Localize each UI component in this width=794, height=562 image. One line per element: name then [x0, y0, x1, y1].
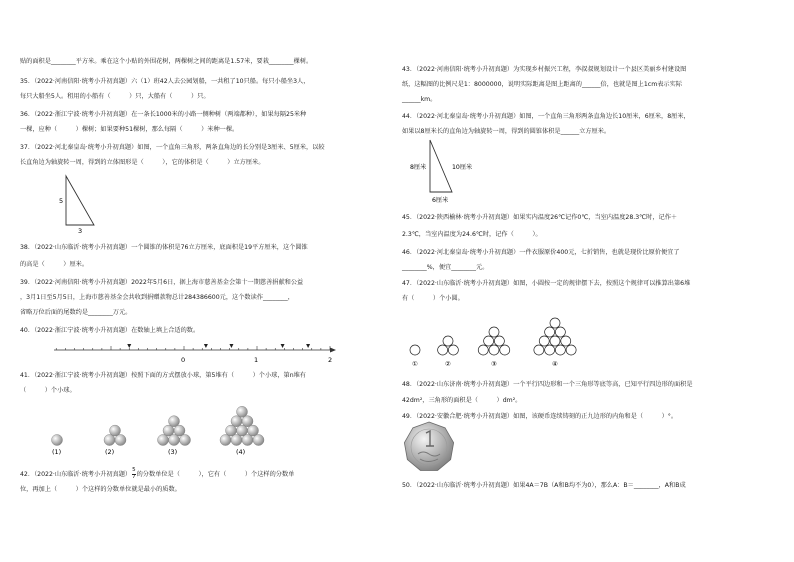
- small-circle: [555, 345, 565, 355]
- ball-piles: [52, 406, 265, 445]
- ball: [226, 425, 237, 436]
- q40-line: 40．（2022·浙江宁波·统考小升初真题）在数轴上填上合适的数。: [20, 327, 200, 334]
- ball-piles-figure: [40, 400, 280, 460]
- number-line-ticks: [56, 344, 330, 350]
- q49-line1: 49．（2022·安徽合肥·统考小升初真题）如图，该硬币连续铸刻的正九边形的内角和是（ ）°。: [402, 413, 678, 420]
- number-line-figure: [48, 338, 348, 368]
- number-line-marker: [127, 344, 131, 348]
- triangle-side-3: 3: [78, 227, 83, 235]
- tick-label-2: 2: [328, 356, 333, 364]
- small-circle: [489, 345, 499, 355]
- q39-line3: 省略万位后面的尾数约是________万元。: [20, 309, 132, 316]
- ball: [169, 416, 180, 427]
- ball: [158, 435, 169, 446]
- q39-line2: ，3月1日至5月5日，上海市慈善基金会共收到捐赠款物总计284386600元，这个数读作________，: [20, 294, 294, 301]
- q35-line1: 35．（2022·河南信阳·统考小升初真题）六（1）班42人去公园划船，一共租了10只船。每只小船坐3人，: [20, 78, 310, 85]
- q47-line2: 有（ ）个小圆。: [402, 295, 464, 302]
- q45-line2: 2.3℃，当室内温度为24.6℃时，记作（ ）。: [402, 231, 542, 238]
- ball: [242, 435, 253, 446]
- pile-label-1: (1): [52, 448, 62, 456]
- q46-line2: ________%，便宜________元。: [402, 264, 489, 271]
- small-circle: [448, 345, 458, 355]
- small-circle: [484, 336, 494, 346]
- number-line-arrow: [330, 348, 336, 353]
- q46-line1: 46．（2022·河北秦皇岛·统考小升初真题）一件衣服原价400元，七折销售，也就是现价比原价便宜了: [402, 249, 680, 256]
- ball: [253, 435, 264, 446]
- right-triangle-2: [430, 140, 452, 192]
- small-circle: [539, 336, 549, 346]
- ball: [52, 435, 63, 446]
- fraction-numerator: 5: [132, 467, 136, 473]
- circle-pile-label-4: ④: [552, 360, 558, 368]
- q44-triangle-figure: [408, 136, 488, 208]
- circle-pile-label-1: ①: [412, 360, 418, 368]
- ball: [242, 416, 253, 427]
- circle-piles: [410, 318, 576, 355]
- q44-line1: 44．（2022·河北秦皇岛·统考小升初真题）如图，一个直角三角形两条直角边长10厘米，6厘米，8厘米，: [402, 113, 690, 120]
- q37-line2: 长直角边为轴旋转一周，得到的立体图形是（ ），它的体积是（ ）立方厘米。: [20, 159, 265, 166]
- number-line-marker: [229, 344, 233, 348]
- q42-prefix: 42．（2022·山东临沂·统考小升初真题）: [20, 471, 132, 478]
- ball: [174, 425, 185, 436]
- small-circle: [561, 336, 571, 346]
- circle-pile-label-2: ②: [445, 360, 451, 368]
- pile-label-2: (2): [105, 448, 115, 456]
- q42-line1: [20, 468, 294, 480]
- ball: [237, 406, 248, 417]
- q38-line1: 38．（2022·山东临沂·统考小升初真题）一个圆锥的体积是76立方厘米，底面积是19平方厘米，这个圆锥: [20, 244, 308, 251]
- small-circle: [545, 327, 555, 337]
- q35-line2: 每只大船坐5人。租用的小船有（ ）只，大船有（ ）只。: [20, 93, 210, 100]
- ball: [231, 416, 242, 427]
- q41-line1: 41．（2022·浙江宁波·统考小升初真题）按照下面的方式摆放小球，第5堆有（ ）个小球，第n堆有: [20, 372, 306, 379]
- q47-line1: 47．（2022·山东临沂·统考小升初真题）如图，小圆按一定的规律摆下去，按照这个规律可以推算出第6堆: [402, 280, 691, 287]
- small-circle: [478, 345, 488, 355]
- small-circle: [550, 318, 560, 328]
- q41-line2: （ ）个小球。: [20, 387, 76, 394]
- q34-tail: 贴的面积是________平方米。乘在这个小贴的外围花树，两棵树之间的距离是1.57米，要栽________棵树。: [20, 58, 313, 65]
- small-circle: [410, 345, 420, 355]
- circle-pile-label-3: ③: [491, 360, 497, 368]
- ball: [104, 435, 115, 446]
- ball: [110, 425, 121, 436]
- tick-label-0: 0: [181, 356, 186, 364]
- small-circle: [555, 327, 565, 337]
- ball: [248, 425, 259, 436]
- pile-label-3: (3): [168, 448, 178, 456]
- small-circle: [550, 336, 560, 346]
- q45-line1: 45．（2022·陕西榆林·统考小升初真题）如果实内温度26℃记作0℃，当室内温度28.3℃时，记作＋: [402, 214, 678, 221]
- q43-line3: ______km。: [402, 96, 437, 103]
- q36-line2: 一棵，应种（ ）棵树；如果要种51棵树，那么每隔（ ）米种一棵。: [20, 126, 239, 133]
- ball: [163, 425, 174, 436]
- triangle-label-8cm: 8厘米: [410, 164, 427, 171]
- q43-line1: 43．（2022·河南信阳·统考小升初真题）为实现乡村振兴工程，李叔叔规划设计一个县区美丽乡村建设图: [402, 66, 687, 73]
- q36-line1: 36．（2022·浙江宁波·统考小升初真题）在一条长1000米的小路一侧种树（两端都种），如果每隔25米种: [20, 111, 307, 118]
- q42-line2: 位，再加上（ ）个这样的分数单位就是最小的质数。: [20, 486, 181, 493]
- q48-line2: 42dm²，三角形的面积是（ ）dm²。: [402, 397, 522, 404]
- ball: [231, 435, 242, 446]
- number-line-marker: [204, 344, 208, 348]
- q44-line2: 如果以8厘米长的直角边为轴旋转一周，得到的圆锥体积是______立方厘米。: [402, 128, 611, 135]
- pile-label-4: (4): [236, 448, 246, 456]
- ball: [180, 435, 191, 446]
- small-circle: [438, 345, 448, 355]
- small-circle: [534, 345, 544, 355]
- q38-line2: 的高是（ ）厘米。: [20, 261, 89, 268]
- q50-line1: 50．（2022·山东临沂·统考小升初真题）如果4A＝7B（A和B均不为0），那么A：B＝________，A和B成: [402, 482, 686, 489]
- triangle-side-5: 5: [59, 197, 64, 205]
- circle-piles-figure: [406, 304, 586, 370]
- q43-line2: 纸，这幅图的比例尺是1：8000000，说明实际距离是图上距离的______倍，也就是图上1cm表示实际: [402, 81, 682, 88]
- q39-line1: 39．（2022·河南信阳·统考小升初真题）2022年5月6日，据上海市慈善基金会第十一期慈善捐献和公益: [20, 279, 304, 286]
- tick-label-1: 1: [254, 356, 259, 364]
- small-circle: [489, 327, 499, 337]
- q42-suffix: 的分数单位是（ ），它有（ ）个这样的分数单: [136, 471, 295, 478]
- ball: [115, 435, 126, 446]
- q48-line1: 48．（2022·山东济南·统考小升初真题）一个平行四边形和一个三角形等底等高，已知平行四边形的面积是: [402, 381, 693, 388]
- triangle-label-6cm: 6厘米: [432, 197, 449, 204]
- fraction-five-sevenths: [132, 468, 136, 480]
- small-circle: [566, 345, 576, 355]
- triangle-label-10cm: 10厘米: [452, 164, 473, 171]
- right-triangle: [66, 176, 94, 225]
- ball: [169, 435, 180, 446]
- ball: [237, 425, 248, 436]
- small-circle: [494, 336, 504, 346]
- q37-triangle-figure: [50, 170, 100, 236]
- small-circle: [500, 345, 510, 355]
- number-line-marker: [306, 344, 310, 348]
- coin-image: [402, 420, 456, 474]
- number-line-marker: [281, 344, 285, 348]
- fraction-denominator: 7: [132, 473, 136, 480]
- ball: [220, 435, 231, 446]
- q37-line1: 37．（2022·河北秦皇岛·统考小升初真题）如图，一个直角三角形，两条直角边的长分别是3厘米、5厘米，以较: [20, 144, 325, 151]
- small-circle: [443, 336, 453, 346]
- small-circle: [545, 345, 555, 355]
